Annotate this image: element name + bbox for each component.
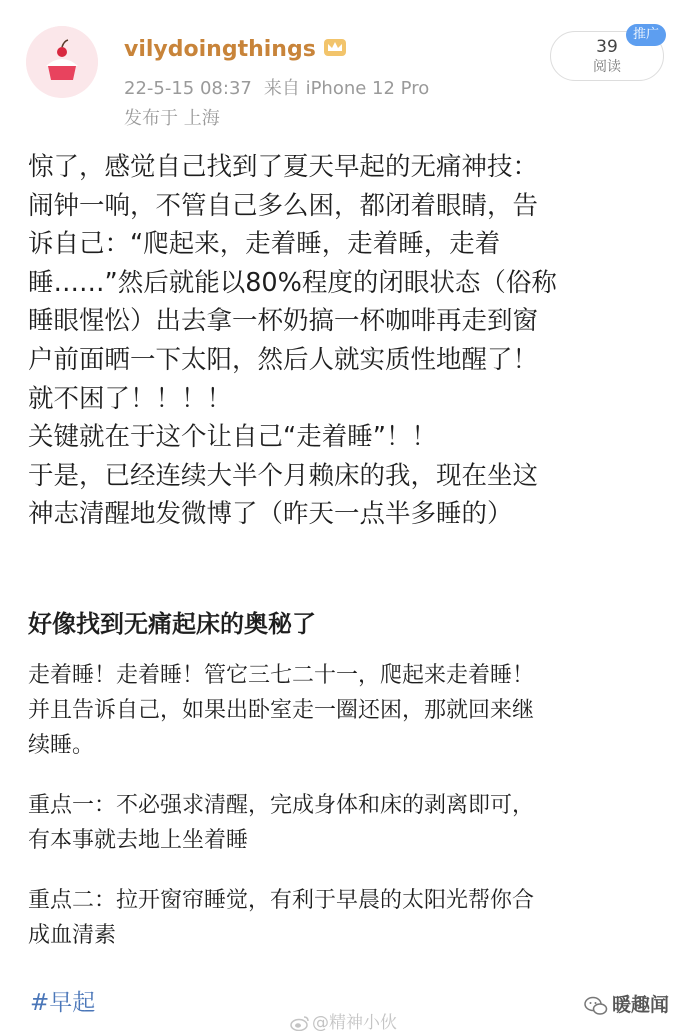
hashtag-link[interactable]: #早起 (30, 990, 96, 1016)
weibo-watermark-text: @精神小伙 (312, 1013, 397, 1033)
post-source: 来自 iPhone 12 Pro (263, 78, 430, 99)
paragraph-line: 重点一：不必强求清醒，完成身体和床的剥离即可， (28, 793, 535, 818)
paragraph-line: 续睡。 (28, 733, 95, 758)
post-meta (124, 74, 429, 100)
username[interactable] (124, 36, 348, 64)
post-body-line: 惊了，感觉自己找到了夏天早起的无痛神技： (28, 152, 539, 182)
weibo-logo-icon (290, 1015, 310, 1031)
paragraph-line: 并且告诉自己，如果出卧室走一圈还困，那就回来继 (28, 698, 535, 723)
read-label: 阅读 (593, 59, 621, 75)
article-paragraph-1 (28, 658, 668, 763)
article-paragraph-2 (28, 788, 668, 858)
read-count: 39 (596, 37, 618, 57)
post-body-line: 睡眼惺忪）出去拿一杯奶搞一杯咖啡再走到窗 (28, 306, 539, 337)
promo-badge[interactable]: 推广 (626, 24, 666, 46)
wechat-watermark-text: 暖趣闻 (612, 994, 670, 1016)
weibo-watermark (290, 1008, 397, 1033)
paragraph-line: 成血清素 (28, 923, 117, 948)
paragraph-line: 有本事就去地上坐着睡 (28, 828, 249, 853)
post-body-line: 闹钟一响，不管自己多么困，都闭着眼睛，告 (28, 190, 539, 221)
cake-avatar-icon (26, 26, 98, 98)
post-body-line: 于是，已经连续大半个月赖床的我，现在坐这 (28, 460, 539, 491)
paragraph-line: 重点二：拉开窗帘睡觉，有利于早晨的太阳光帮你合 (28, 888, 535, 913)
post-body-line: 就不困了！！！！ (28, 383, 233, 414)
post-location: 发布于 上海 (124, 108, 220, 129)
avatar[interactable] (26, 26, 98, 98)
paragraph-line: 走着睡！走着睡！管它三七二十一，爬起来走着睡！ (28, 663, 535, 688)
post-body-line: 神志清醒地发微博了（昨天一点半多睡的） (28, 499, 513, 530)
username-text: vilydoingthings (124, 37, 316, 62)
post-time: 22-5-15 08:37 (124, 78, 252, 99)
article-heading: 好像找到无痛起床的奥秘了 (28, 610, 316, 638)
wechat-logo-icon (584, 996, 608, 1016)
post-body-line: 户前面晒一下太阳，然后人就实质性地醒了！ (28, 344, 539, 375)
post-body-line: 关键就在于这个让自己“走着睡”！！ (28, 422, 437, 453)
post-body (28, 148, 670, 534)
post-body-line: 诉自己：“爬起来，走着睡，走着睡，走着 (28, 229, 501, 260)
article-paragraph-3 (28, 883, 668, 953)
post-body-line: 睡……”然后就能以80%程度的闭眼状态（俗称 (28, 267, 557, 298)
wechat-watermark (584, 990, 669, 1017)
crown-badge-icon (322, 36, 348, 64)
